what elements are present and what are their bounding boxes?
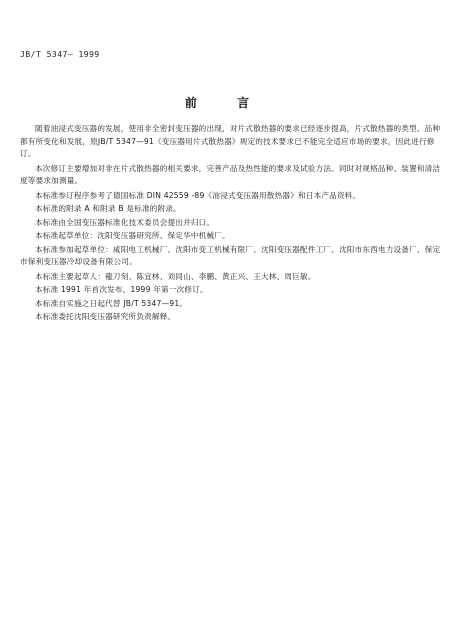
paragraph: 本标准委托沈阳变压器研究所负责解释。 xyxy=(35,312,176,321)
paragraph: 随着油浸式变压器的发展，使用非全密封变压器的出现，对片式散热器的要求已经逐步提高，片式散热器的类型、品种都有所变化和发展，原JB/T 5347—91《变压器用片式散热器》规定的技术要求已不能完全适应市场的要求，因此进行修订。 xyxy=(20,124,441,158)
paragraph: 本标准参订程序参考了德国标准 DIN 42559 -89《油浸式变压器用散热器》和日本产品资料。 xyxy=(35,190,361,200)
paragraph: 本标准的附录 A 和附录 B 是标准的附录。 xyxy=(35,204,181,213)
paragraph: 本标准主要起草人：龍刀刻、陈宜林、刘同山、李鹏、黄正兴、王大林、周巨敏。 xyxy=(35,271,316,281)
page-title: 前 言 xyxy=(184,96,268,110)
paragraph: 本标准 1991 年首次发布，1999 年第一次修订。 xyxy=(35,285,208,294)
paragraph: 本次修订主要增加对非在片式散热器的相关要求，完善产品及热性能的要求及试验方法。同时对规格品种、装置和清洁度等要求加测量。 xyxy=(20,163,441,185)
document-body xyxy=(20,123,445,325)
paragraph: 本标准自实施之日起代替 JB/T 5347—91。 xyxy=(35,298,188,308)
paragraph: 本标准起草单位：沈阳变压器研究所、保定华中机械厂。 xyxy=(35,231,230,240)
standard-code: JB/T 5347— 1999 xyxy=(20,50,100,59)
paragraph: 本标准参加起草单位：咸阳电工机械厂、沈阳市变工机械有限厂、沈阳变压器配件工厂、沈阳市东西电力设备厂、保定市保利变压器冷却设备有限公司。 xyxy=(20,244,441,266)
paragraph: 本标准由全国变压器标准化技术委员会提出并归口。 xyxy=(35,217,215,227)
